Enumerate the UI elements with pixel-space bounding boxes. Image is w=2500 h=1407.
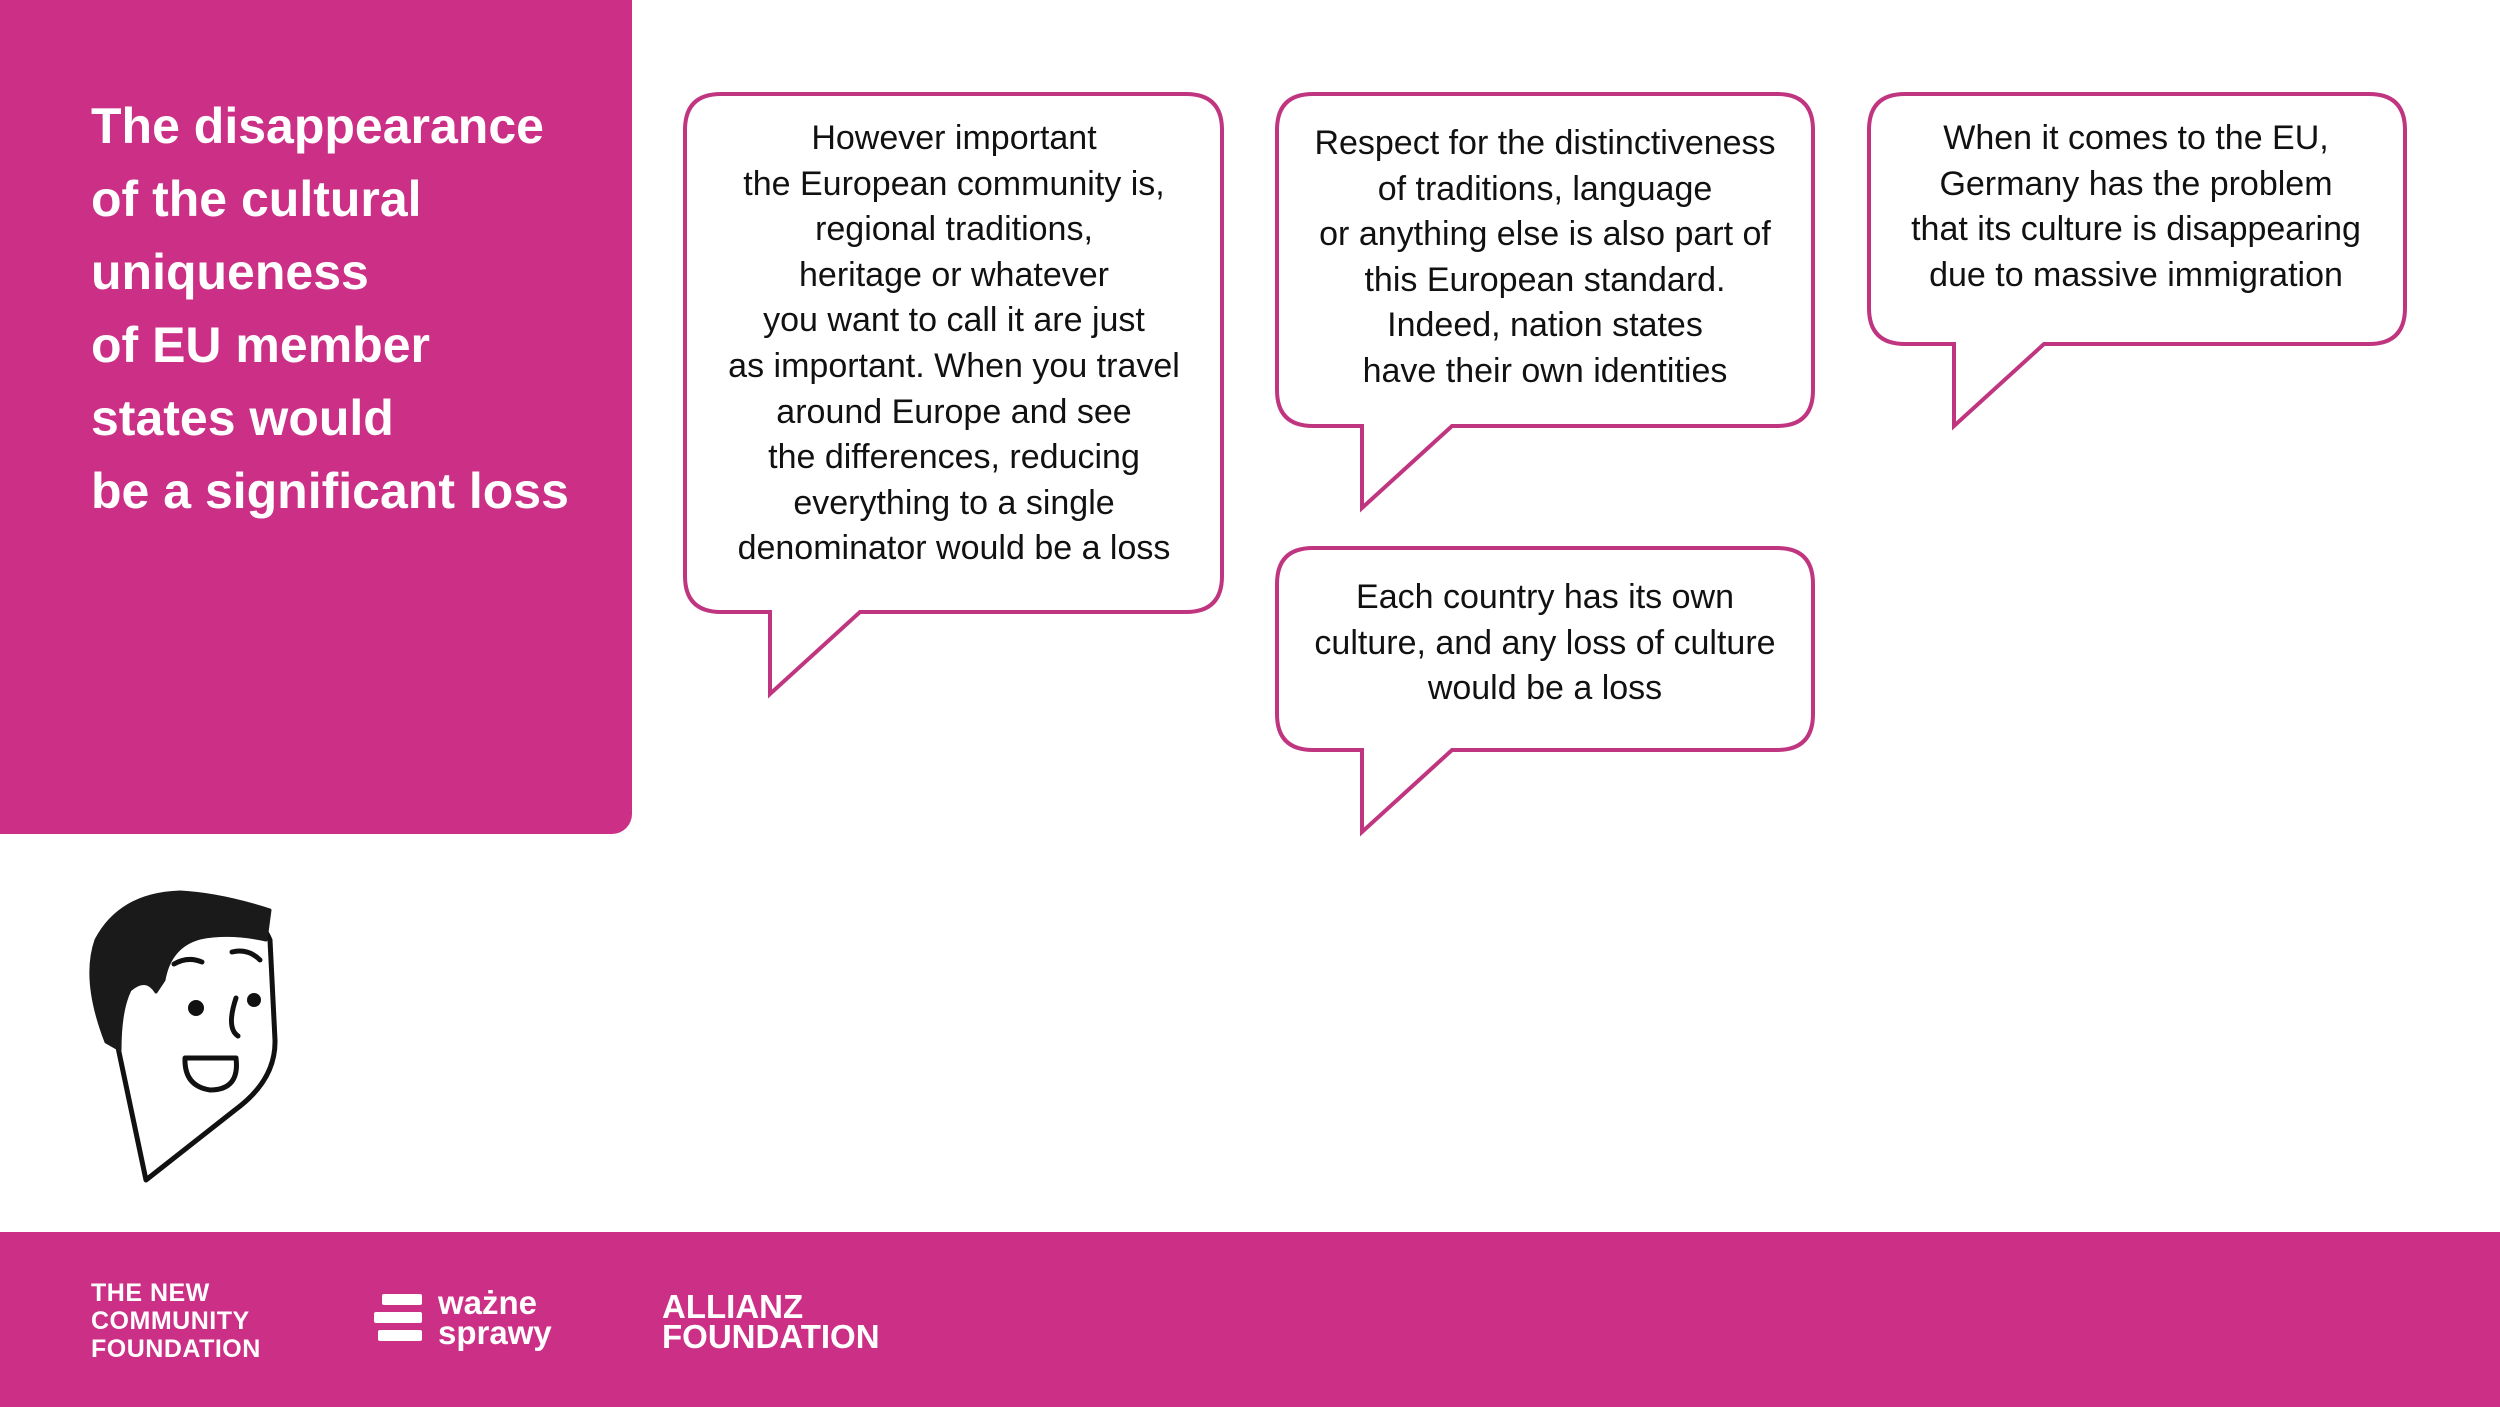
- wazne-sprawy-bars-icon: [374, 1294, 424, 1342]
- quote-text-4: Each country has its own culture, and any loss of culture would be a loss: [1314, 578, 1776, 708]
- allianz-foundation-logo: ALLIANZ FOUNDATION: [662, 1288, 880, 1355]
- smiling-face-icon: [70, 880, 290, 1200]
- quote-text-1: However important the European community is, regional traditions, heritage or whatever you want to call it are just as important. When you travel around Europe and see the differences, reducing everything to a single denominator would be a loss: [728, 119, 1180, 568]
- quote-text-2: Respect for the distinctiveness of traditions, language or anything else is also part of this European standard. Indeed, nation states have their own identities: [1314, 124, 1776, 390]
- new-community-foundation-logo: THE NEW COMMUNITY FOUNDATION: [91, 1279, 261, 1363]
- footer: [0, 1232, 2500, 1407]
- quote-text-3: When it comes to the EU, Germany has the problem that its culture is disappearing due to massive immigration: [1911, 119, 2361, 294]
- wazne-sprawy-logo-text: ważne sprawy: [438, 1284, 552, 1351]
- wazne-sprawy-logo: [374, 1284, 584, 1351]
- page-title: The disappearance of the cultural uniqueness of EU member states would be a significant loss: [91, 98, 569, 519]
